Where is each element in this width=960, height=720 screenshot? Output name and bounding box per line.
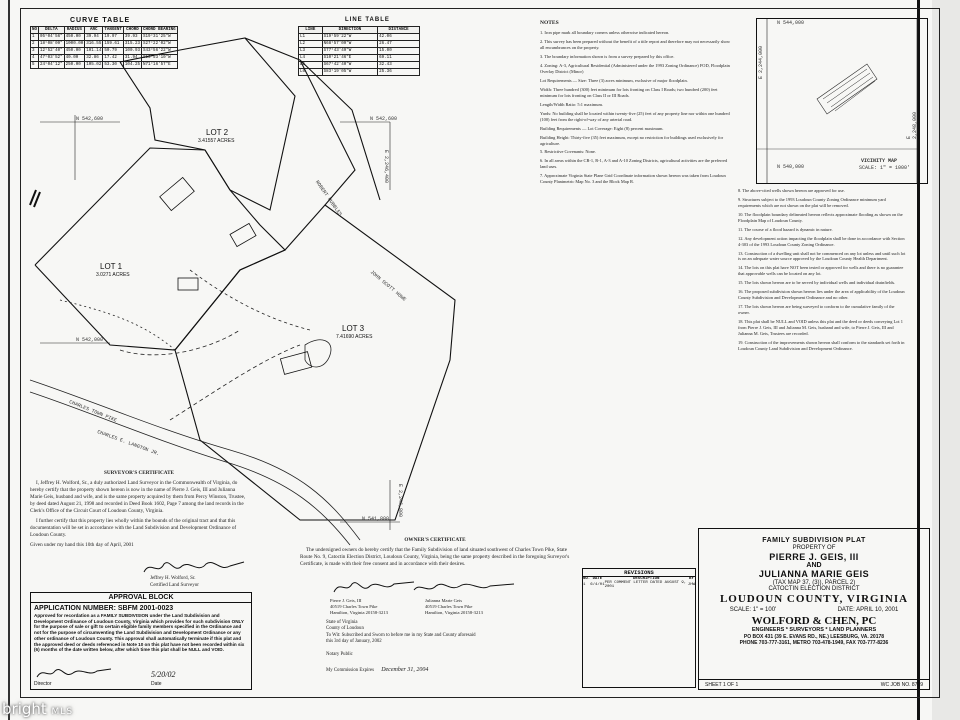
line-table-cell: 15.00 bbox=[378, 48, 420, 55]
title-tax-map: (TAX MAP 37, (3)), PARCEL 2) bbox=[772, 580, 856, 586]
curve-table-cell: 159.61 bbox=[103, 41, 124, 48]
vicinity-north-coord: N 544,000 bbox=[777, 20, 805, 26]
title-owner1: PIERRE J. GEIS, III bbox=[769, 552, 859, 562]
curve-table-cell: 05°04'56" bbox=[40, 35, 63, 39]
note-18: 18. This plat shall be NULL and VOID unless this plat and the deed or deeds conveying Lot 1 from Pierre J. Geis, III and Julianna M. Geis, husband and wife, to Pierre J. Geis, III and Julianna M. Geis, Trustees are recorded. bbox=[738, 318, 903, 336]
owner1-signature bbox=[330, 578, 420, 598]
lot-3-label: LOT 3 bbox=[342, 324, 365, 333]
curve-table-cell: 316.55 bbox=[86, 42, 102, 46]
surveyor-certificate bbox=[30, 470, 248, 549]
revisions-cell: JHW bbox=[687, 583, 695, 587]
note-4-width: Width: Three hundred (300) feet minimum for lots fronting on Class I Roads; two hundred (200) feet minimum for lots fronting on Class II or III Roads. bbox=[540, 86, 718, 98]
revisions-table bbox=[583, 577, 695, 589]
curve-table-cell: S19°31'25"W bbox=[142, 34, 178, 41]
vicinity-east-coord-2: E 2,248,000 bbox=[906, 111, 918, 139]
title-block bbox=[698, 528, 930, 690]
surveyor-cert-para1: I, Jeffrey H. Wolford, Sr., a duly authorized Land Surveyor in the Commonwealth of Virginia, do hereby certify that the property shown hereon is now in the name of Pierre J. Geis, III and Julianna Marie Geis, husband and wife, and is the same property acquired by them from Percy Winston, Trustee, by deed dated August 21, 1998 and recorded in Deed Book 1602, Page 7 among the land records in the Clerk's Office of the Circuit Court of Loudoun County, Virginia. bbox=[30, 480, 246, 515]
title-footer-row bbox=[699, 679, 929, 689]
curve-table-cell: 18°08'09" bbox=[40, 42, 63, 46]
lot-1-boundary bbox=[35, 148, 285, 350]
line-table-cell: S19°59'22"W bbox=[322, 34, 378, 41]
revisions-block bbox=[582, 568, 696, 688]
curve-table-cell: 53.30 bbox=[103, 62, 124, 69]
grid-east-label-2: E 2,246,800 bbox=[397, 484, 403, 518]
surveyor-cert-para2: I further certify that this property lies wholly within the bounds of the original tract and that this documentation will be set in accordance with the Land Subdivision and Development Ordinance of Loudoun County. bbox=[30, 518, 237, 539]
revisions-title: REVISIONS bbox=[583, 569, 695, 577]
note-13: 13. Construction of a dwelling unit shall not be commenced on any lot unless and until such lot is on an adequate water source approved by the Loudoun County Health Department. bbox=[738, 250, 906, 262]
note-3: 3. The boundary information shown is from a survey prepared by this office. bbox=[540, 54, 675, 60]
curve-table-cell: 100.93 bbox=[124, 49, 140, 53]
curve-table-cell: N71°16'57"E bbox=[142, 62, 178, 69]
curve-table-cell: 1000.00 bbox=[65, 42, 84, 46]
curve-table-header-cell: DELTA bbox=[39, 27, 65, 34]
line-table-cell: S67°42'40"W bbox=[322, 62, 378, 69]
approval-signed-date: 5/20/02 bbox=[151, 670, 176, 679]
lot-2-label: LOT 2 bbox=[206, 128, 229, 137]
line-table-cell: S10°21'46"E bbox=[322, 55, 378, 62]
note-12: 12. Any development action impacting the floodplain shall be done in accordance with Section 4-303 of the 1993 Loudoun County Zoning Ordinance. bbox=[738, 235, 905, 247]
curve-table-cell: 3 bbox=[31, 48, 39, 55]
curve-table-cell: 250.00 bbox=[64, 62, 85, 69]
curve-table-cell: 450.00 bbox=[64, 48, 85, 55]
curve-table-cell: 17.42 bbox=[103, 55, 124, 62]
lot-2-area: 3.41557 ACRES bbox=[198, 138, 235, 144]
note-4-size: Lot Requirements — Size: Three (3) acres minimum, exclusive of major floodplain. bbox=[540, 78, 688, 84]
vicinity-map-drawing bbox=[757, 19, 927, 183]
note-8: 8. The above-cited wells shown hereon are approved for use. bbox=[738, 188, 845, 193]
note-7: 7. Approximate Virginia State Plane Grid Coordinate information shown hereon was taken from Loudoun County Planimetric Map No. 3 and the Block Map R. bbox=[540, 173, 726, 185]
curve-table-cell: 5 bbox=[31, 62, 39, 69]
note-17: 17. The lots shown hereon are being surveyed to conform to the cumulative family of the owner. bbox=[738, 304, 895, 315]
revisions-cell: 6/4/01 bbox=[590, 583, 605, 587]
curve-table-cell: 40.00 bbox=[64, 55, 85, 62]
curve-table-title: CURVE TABLE bbox=[70, 17, 131, 24]
curve-table-cell: 24°04'12" bbox=[40, 63, 63, 67]
commission-date: December 31, 2004 bbox=[381, 667, 429, 674]
curve-table-header-cell: CHORD bbox=[123, 27, 141, 34]
title-owner2: JULIANNA MARIE GEIS bbox=[758, 569, 870, 579]
surveyor-cert-given: Given under my hand this 10th day of April, 2001 bbox=[30, 542, 134, 549]
lot-1-label: LOT 1 bbox=[100, 262, 123, 271]
curve-table-cell: 39.93 bbox=[123, 34, 141, 41]
approval-app-number: APPLICATION NUMBER: SBFM 2001-0023 bbox=[34, 605, 174, 612]
grid-north-label-3: N 542,000 bbox=[76, 337, 104, 343]
title-and: AND bbox=[806, 562, 822, 569]
revisions-body bbox=[583, 581, 695, 589]
curve-table-cell: S13°53'10"W bbox=[142, 55, 178, 62]
watermark-suffix: MLS bbox=[51, 707, 74, 717]
vicinity-scale: SCALE: 1" = 1000' bbox=[859, 165, 911, 171]
approval-date-label: Date bbox=[151, 681, 162, 687]
watermark-brand: bright bbox=[2, 700, 47, 718]
note-14: 14. The lots on this plat have NOT been tested or approved for wells and there is no guarantee that approvable wells can be located on any lot. bbox=[738, 265, 904, 277]
curve-table-cell: 4 bbox=[31, 55, 39, 62]
line-table-header-cell: DIRECTION bbox=[322, 27, 378, 34]
title-district: CATOCTIN ELECTION DISTRICT bbox=[768, 586, 860, 592]
line-table-cell: S77°43'49"W bbox=[322, 48, 378, 55]
note-10: 10. The floodplain boundary delineated hereon reflects approximate flooding as shown on the Floodplain Map of Loudoun County. bbox=[738, 211, 903, 223]
curve-table-cell: 105.02 bbox=[86, 63, 102, 67]
line-table-header-cell: DISTANCE bbox=[378, 27, 420, 34]
notary-block bbox=[326, 620, 476, 675]
title-date: DATE: APRIL 10, 2001 bbox=[837, 607, 899, 613]
revisions-header-cell: DATE bbox=[592, 577, 603, 581]
curve-table-cell: 101.14 bbox=[86, 49, 102, 53]
revisions-header-cell: NO. bbox=[583, 577, 591, 581]
title-firm: WOLFORD & CHEN, PC bbox=[751, 615, 877, 627]
surveyor-signature bbox=[140, 556, 250, 580]
grid-east-label-1: E 2,246,400 bbox=[383, 150, 389, 184]
owner1-addr2: Hamilton, Virginia 20158-3213 bbox=[330, 610, 388, 616]
line-table-cell: 32.43 bbox=[378, 62, 420, 69]
owner1-name: Pierre J. Geis, III bbox=[330, 598, 362, 603]
curve-table-header-cell: NO bbox=[32, 28, 38, 32]
line-table-cell: L3 bbox=[299, 48, 323, 55]
notes-column-right bbox=[738, 188, 906, 355]
neighbor-boundary bbox=[300, 60, 380, 200]
owners-cert-text: The undersigned owners do hereby certify that the Family Subdivision of land situated southwest of Charles Town Pike, State Route No. 9, Catoctin Election District, Loudoun County, Virginia, being the same property described in the foregoing Surveyor's Certificate, is made with their free consent and in accordance with their desires. bbox=[300, 547, 570, 568]
line-table-cell: L1 bbox=[299, 34, 323, 41]
title-line2: PROPERTY OF bbox=[792, 545, 836, 551]
vicinity-map bbox=[756, 18, 928, 184]
line-table-title: LINE TABLE bbox=[345, 17, 390, 23]
neighbor-label-3: CHARLES E. LANGTON JR. bbox=[96, 429, 161, 458]
note-11: 11. The course of a flood hazard is dynamic in nature. bbox=[738, 226, 833, 232]
note-6: 6. In all areas within the CR-1, R-1, A-3 and A-10 Zoning Districts, agricultural activities are the preferred land uses. bbox=[540, 158, 728, 170]
dwelling-lot-2 bbox=[160, 177, 195, 210]
owner1-block bbox=[330, 598, 388, 617]
line-table-cell: L4 bbox=[299, 55, 323, 62]
lot-2-boundary bbox=[120, 38, 295, 210]
road-label: CHARLES TOWN PIKE bbox=[68, 399, 118, 424]
bright-mls-watermark bbox=[2, 700, 73, 718]
neighbor-label-1: JOHN SCOTT HOWE bbox=[368, 269, 408, 303]
owner2-name: Julianna Marie Geis bbox=[425, 598, 462, 603]
notary-wit: To Wit: Subscribed and Sworn to before me in my State and County aforesaid this 3rd day of January, 2002 bbox=[326, 632, 476, 645]
title-phone: PHONE 703-777-3161, METRO 703-478-1949, FAX 703-777-8236 bbox=[739, 640, 889, 646]
owner1-addr1: 40519 Charles Town Pike bbox=[330, 604, 378, 610]
driveway-1 bbox=[120, 330, 240, 355]
curve-table-cell: 450.00 bbox=[64, 34, 85, 41]
curve-table-header-cell: RADIUS bbox=[64, 27, 85, 34]
owners-cert-title: OWNER'S CERTIFICATE bbox=[404, 537, 466, 543]
curve-table-cell: 12°52'40" bbox=[40, 49, 63, 53]
floodplain-line bbox=[190, 270, 310, 330]
driveway-2 bbox=[170, 345, 300, 420]
notes-title: NOTES bbox=[540, 20, 559, 26]
curve-table-cell: 315.23 bbox=[124, 42, 140, 46]
line-table-cell: 25.36 bbox=[378, 69, 420, 76]
title-line1: FAMILY SUBDIVISION PLAT bbox=[762, 537, 866, 544]
line-table-cell: L6 bbox=[299, 69, 323, 76]
revisions-cell: PER COMMENT LETTER DATED AUGUST 9, 2001 bbox=[604, 581, 687, 589]
director-signature bbox=[35, 665, 115, 681]
surveyor-cert-title: SURVEYOR'S CERTIFICATE bbox=[103, 470, 174, 476]
line-table-cell: S83°19'05"W bbox=[322, 69, 378, 76]
owner2-block bbox=[425, 598, 483, 617]
curve-table-cell: 1 bbox=[31, 34, 39, 41]
curve-table-cell: 39.94 bbox=[85, 34, 103, 41]
note-1: 1. Iron pipe mark all boundary corners unless otherwise indicated hereon. bbox=[540, 30, 670, 36]
title-scale: SCALE: 1" = 100' bbox=[729, 607, 777, 613]
title-job: WC JOB NO. 8749 bbox=[880, 682, 923, 688]
curve-table-header-cell: ARC bbox=[85, 27, 103, 34]
line-table-cell: N68°57'09"W bbox=[322, 41, 378, 48]
lot-1-area: 3.0271 ACRES bbox=[96, 272, 130, 278]
surveyor-signer-title: Certified Land Surveyor bbox=[150, 582, 199, 588]
curve-table-cell: 104.25 bbox=[124, 63, 140, 67]
title-scale-date-row bbox=[699, 607, 929, 613]
vicinity-title: VICINITY MAP bbox=[861, 158, 898, 164]
approval-title: APPROVAL BLOCK bbox=[31, 593, 251, 603]
commission-label: My Commission Expires December 31, 2004 bbox=[326, 667, 429, 674]
title-county: LOUDOUN COUNTY, VIRGINIA bbox=[719, 593, 909, 605]
grid-north-label-4: N 541,800 bbox=[362, 516, 390, 522]
shed-lot-1 bbox=[178, 278, 198, 290]
revisions-row bbox=[583, 581, 695, 589]
vicinity-south-coord: N 540,000 bbox=[777, 164, 805, 170]
revisions-header-cell: BY bbox=[688, 577, 694, 581]
note-9: 9. Structures subject to the 1993 Loudoun County Zoning Ordinance minimum yard requirements which are not shown on the plat will be removed. bbox=[738, 196, 886, 208]
notes-column-left bbox=[540, 20, 730, 188]
note-5: 5. Restrictive Covenants: None. bbox=[540, 149, 596, 155]
curve-table-header-cell: TANGENT bbox=[104, 28, 122, 32]
curve-table-cell: 47°03'52" bbox=[40, 56, 63, 60]
owners-certificate bbox=[300, 537, 570, 568]
note-19: 19. Construction of the improvements shown hereon shall conform to the standards set forth in Loudoun County Land Subdivision and Development Ordinance. bbox=[738, 339, 905, 351]
neighbor-label-2: ROBERT HUBBLES bbox=[313, 179, 343, 218]
curve-table-cell: S43°56'22"W bbox=[142, 48, 178, 55]
note-4-yards: Yards: No building shall be located within twenty-five (25) feet of any property line nor within one hundred (100) feet from the right-of-way of any arterial road. bbox=[540, 110, 730, 122]
pond-outline bbox=[305, 340, 331, 367]
line-table-cell: L5 bbox=[299, 62, 323, 69]
notary-county: County of Loudoun bbox=[326, 626, 364, 632]
line-table-header-cell: LINE bbox=[299, 27, 323, 34]
grid-north-label-2: N 542,600 bbox=[370, 116, 398, 122]
vicinity-east-coord: E 2,244,000 bbox=[758, 45, 764, 79]
title-firm-sub: ENGINEERS * SURVEYORS * LAND PLANNERS bbox=[751, 627, 877, 633]
barn-lot-1 bbox=[230, 223, 256, 246]
grid-north-label-1: N 542,600 bbox=[76, 116, 104, 122]
notary-state: State of Virginia bbox=[326, 620, 358, 625]
owner2-addr1: 40519 Charles Town Pike bbox=[425, 604, 473, 610]
curve-table-header-cell: CHORD BEARING bbox=[143, 28, 176, 32]
note-16: 16. The proposed subdivision shown hereon lies under the area of applicability of the Loudoun County Subdivision and Development Ordinance and no other. bbox=[738, 289, 905, 301]
owner2-signature bbox=[410, 578, 520, 598]
note-15: 15. The lots shown hereon are to be served by individual wells and individual drainfields. bbox=[738, 280, 896, 286]
approval-text: Approved for recordation as a FAMILY SUBDIVISION under the Land Subdivision and Development Ordinance of Loudoun County, Virginia which provides for such subdivision ONLY for the purpose of sale or gift to certain eligible family members specified in the Ordinance and not for the purpose of circumventing the Land Subdivision and Development Ordinance or any other ordinance of Loudoun County. This approval shall automatically terminate if this plat and the approved deed or deeds referenced in Note 10 on this plat have not been recorded within six (6) months of the date written below, after which time this plat shall be NULL and VOID. bbox=[34, 613, 245, 653]
curve-table-cell: 32.86 bbox=[85, 55, 103, 62]
curve-table-cell: 50.79 bbox=[103, 48, 124, 55]
owner2-addr2: Hamilton, Virginia 20158-3213 bbox=[425, 610, 483, 616]
note-2: 2. This survey has been prepared without the benefit of a title report and therefore may not necessarily show all encumbrances on the property. bbox=[540, 39, 730, 51]
note-4-ratio: Length/Width Ratio: 5:1 maximum. bbox=[540, 101, 603, 107]
line-table-cell: 69.11 bbox=[378, 55, 420, 62]
lot-3-area: 7.41690 ACRES bbox=[336, 334, 373, 340]
title-sheet: SHEET 1 OF 1 bbox=[705, 682, 739, 688]
revisions-header-cell: DESCRIPTION bbox=[633, 577, 660, 581]
curve-table-cell: S27°22'02"W bbox=[142, 41, 178, 48]
approval-block bbox=[30, 592, 252, 690]
curve-table-cell: 2 bbox=[31, 41, 39, 48]
note-4-height: Building Height: Thirty-five (35) feet maximum, except no restriction for buildings used exclusively for agriculture. bbox=[540, 134, 724, 146]
curve-table-cell: 19.97 bbox=[103, 34, 124, 41]
curve-table-cell: 31.94 bbox=[123, 55, 141, 62]
note-4: 4. Zoning: A-3, Agricultural Residential (Administered under the 1993 Zoning Ordinance) FOD, Floodplain Overlay District (Minor) bbox=[540, 63, 730, 75]
line-table-cell: 26.47 bbox=[378, 41, 420, 48]
parent-north-boundary bbox=[245, 38, 355, 205]
title-address: PO BOX 431 (39 E. EVANS RD., NE.) LEESBURG, VA. 20178 bbox=[743, 634, 885, 640]
notary-public-label: Notary Public bbox=[326, 651, 353, 657]
line-table-cell: L2 bbox=[299, 41, 323, 48]
note-4-coverage: Building Requirements — Lot Coverage: Eight (8) percent maximum. bbox=[540, 125, 664, 131]
approval-director-label: Director bbox=[34, 681, 52, 687]
line-table-cell: 42.06 bbox=[378, 34, 420, 41]
surveyor-signer-name: Jeffrey H. Wolford, Sr. bbox=[150, 576, 196, 581]
revisions-cell: 1 bbox=[583, 583, 586, 587]
